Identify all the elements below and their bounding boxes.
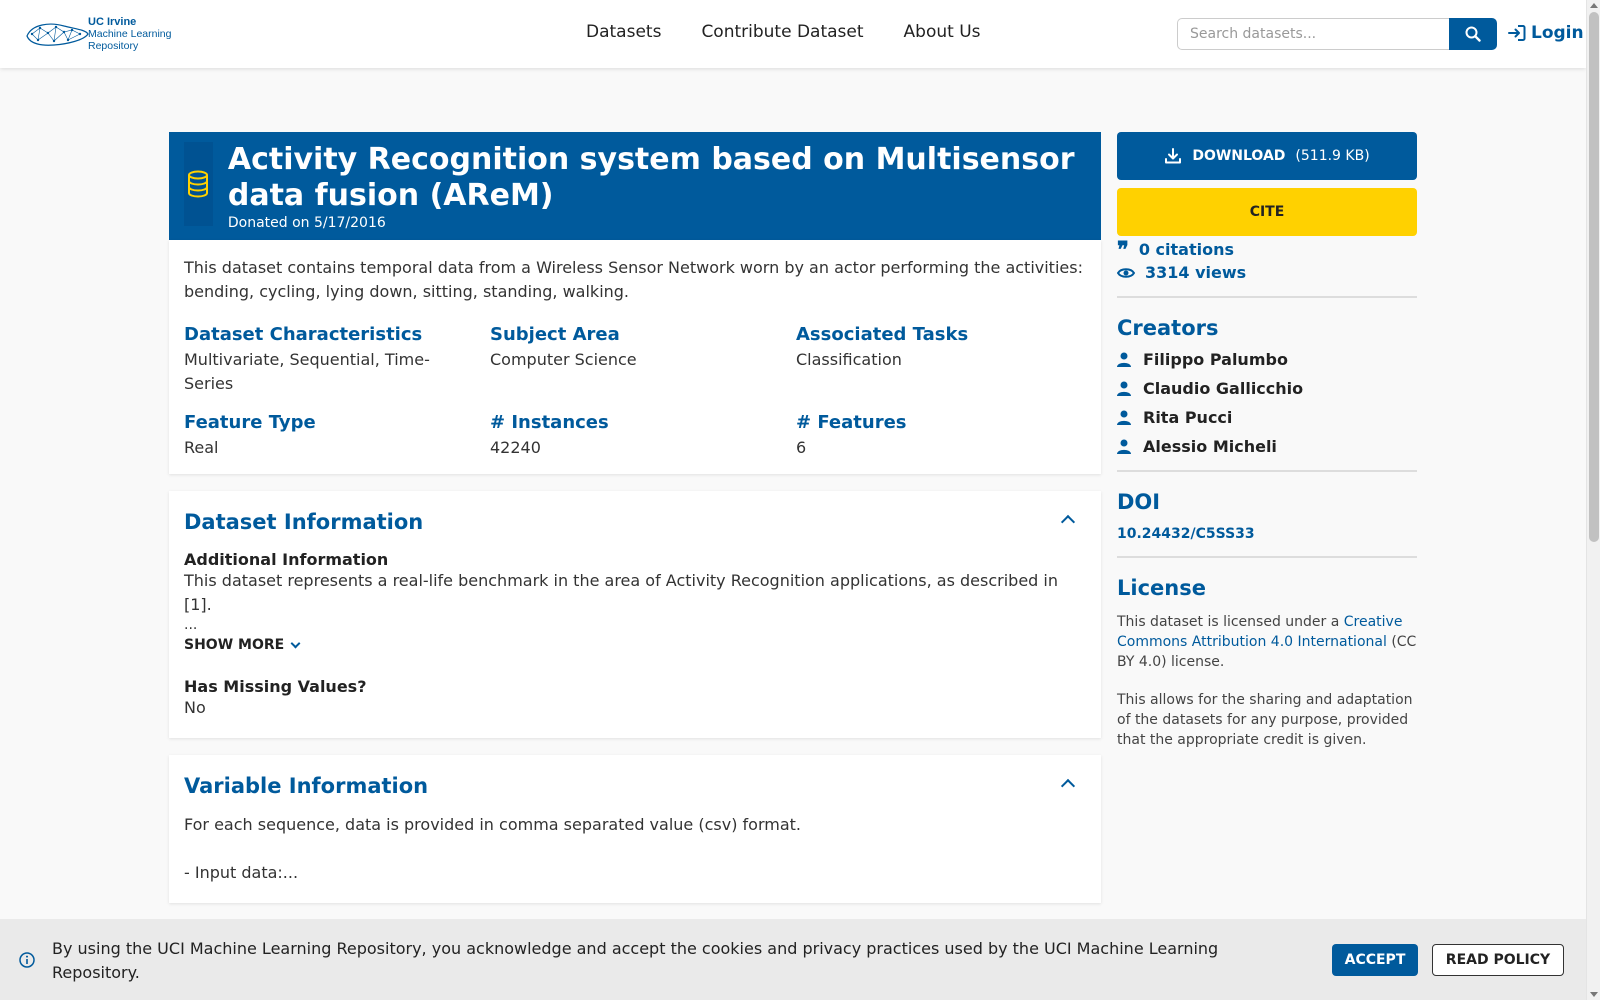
- characteristic-subject-area: [490, 324, 796, 396]
- creator-item: [1117, 437, 1417, 456]
- characteristic-label: # Instances: [490, 412, 609, 433]
- license-note: This allows for the sharing and adaptation of the datasets for any purpose, provided that the appropriate credit is given.: [1117, 692, 1413, 748]
- read-policy-button[interactable]: READ POLICY: [1432, 944, 1564, 976]
- login-label: Login: [1531, 23, 1584, 43]
- search-bar: [1177, 18, 1497, 50]
- license-post: (CC BY 4.0) license.: [1117, 634, 1417, 670]
- person-icon: [1117, 410, 1131, 425]
- characteristic-label: # Features: [796, 412, 907, 433]
- logo-text: [88, 16, 171, 52]
- additional-information-heading: Additional Information: [184, 550, 389, 569]
- section-heading: Dataset Information: [184, 510, 424, 534]
- truncation-ellipsis: ...: [184, 617, 198, 633]
- characteristic-value: 6: [796, 438, 807, 457]
- characteristic-value: Classification: [796, 350, 902, 369]
- logo-line-3: Repository: [88, 40, 139, 52]
- dataset-summary-card: [169, 240, 1101, 474]
- characteristic-label: Dataset Characteristics: [184, 324, 423, 345]
- doi-heading: DOI: [1117, 490, 1161, 514]
- characteristic-dataset-characteristics: [184, 324, 490, 396]
- citations-link[interactable]: [1117, 236, 1417, 263]
- characteristic-label: Associated Tasks: [796, 324, 969, 345]
- variable-information-section: [169, 755, 1101, 903]
- person-icon: [1117, 352, 1131, 367]
- characteristic-value: Real: [184, 438, 219, 457]
- info-icon: [19, 952, 35, 968]
- creator-item: [1117, 350, 1417, 369]
- license-text: [1117, 612, 1417, 672]
- download-icon: [1164, 147, 1182, 165]
- creator-name: Filippo Palumbo: [1143, 350, 1288, 369]
- views-count: 3314 views: [1145, 263, 1247, 282]
- missing-values-value: No: [184, 698, 206, 717]
- divider: [1117, 470, 1417, 472]
- creator-item: [1117, 408, 1417, 427]
- login-icon: [1507, 23, 1527, 43]
- creators-heading: Creators: [1117, 316, 1219, 340]
- characteristics-grid: [184, 324, 1086, 460]
- creator-name: Alessio Micheli: [1143, 437, 1277, 456]
- license-link[interactable]: Creative Commons Attribution 4.0 International: [1117, 614, 1403, 650]
- characteristic-associated-tasks: [796, 324, 1086, 396]
- search-input[interactable]: [1177, 18, 1449, 50]
- logo-line-2: Machine Learning: [88, 28, 172, 40]
- show-more-label: SHOW MORE: [184, 637, 285, 653]
- characteristic-feature-type: [184, 412, 490, 460]
- creator-item: [1117, 379, 1417, 398]
- cookie-text: By using the UCI Machine Learning Repository, you acknowledge and accept the cookies and privacy practices used by the UCI Machine Learning Repository.: [52, 939, 1219, 982]
- uci-logo[interactable]: [24, 14, 184, 54]
- dataset-main: [169, 132, 1101, 903]
- missing-values-heading: Has Missing Values?: [184, 677, 367, 696]
- quote-icon: ❞: [1117, 236, 1129, 263]
- download-size: (511.9 KB): [1295, 148, 1370, 164]
- person-icon: [1117, 381, 1131, 396]
- creator-name: Claudio Gallicchio: [1143, 379, 1304, 398]
- accept-button[interactable]: ACCEPT: [1332, 944, 1418, 976]
- divider: [1117, 556, 1417, 558]
- scroll-down-arrow-icon[interactable]: [1590, 992, 1598, 997]
- scrollbar-thumb[interactable]: [1589, 12, 1599, 542]
- characteristic-value: 42240: [490, 438, 541, 457]
- characteristic-features: [796, 412, 1086, 460]
- section-heading: Variable Information: [184, 774, 429, 798]
- additional-information-text: This dataset represents a real-life benchmark in the area of Activity Recognition applications, as described in [1].: [184, 571, 1058, 614]
- dataset-sidebar: [1117, 132, 1417, 750]
- donated-date: Donated on 5/17/2016: [227, 215, 386, 231]
- search-button[interactable]: [1449, 18, 1497, 50]
- logo-line-1: UC Irvine: [88, 16, 137, 28]
- network-logo-icon: [24, 18, 90, 50]
- dataset-title: Activity Recognition system based on Multisensor data fusion (AReM): [227, 142, 1075, 213]
- nav-contribute-dataset[interactable]: Contribute Dataset: [701, 22, 864, 42]
- chevron-down-icon: [291, 638, 301, 648]
- cite-button[interactable]: CITE: [1117, 188, 1417, 236]
- search-icon: [1465, 26, 1481, 42]
- dataset-summary: This dataset contains temporal data from a Wireless Sensor Network worn by an actor performing the activities: bending, cycling, lying down, sitting, standing, walking.: [184, 258, 1083, 301]
- scroll-up-arrow-icon[interactable]: [1590, 3, 1598, 8]
- dataset-information-section: [169, 491, 1101, 738]
- license-heading: License: [1117, 576, 1206, 600]
- citations-count: 0 citations: [1138, 240, 1234, 259]
- show-more-button[interactable]: [184, 637, 1086, 653]
- dataset-header: [169, 132, 1101, 240]
- views-stat: [1117, 263, 1417, 282]
- characteristic-value: Multivariate, Sequential, Time-Series: [184, 350, 430, 393]
- variable-information-text: For each sequence, data is provided in comma separated value (csv) format.: [184, 815, 801, 834]
- variable-information-input: - Input data:...: [184, 863, 299, 882]
- eye-icon: [1117, 267, 1135, 279]
- download-button[interactable]: [1117, 132, 1417, 180]
- creator-name: Rita Pucci: [1143, 408, 1233, 427]
- characteristic-instances: [490, 412, 796, 460]
- download-label: DOWNLOAD: [1192, 148, 1286, 164]
- cookie-banner: [0, 919, 1586, 1000]
- characteristic-label: Feature Type: [184, 412, 316, 433]
- divider: [1117, 296, 1417, 298]
- license-pre: This dataset is licensed under a: [1117, 614, 1340, 630]
- page-scrollbar[interactable]: [1586, 0, 1600, 1000]
- nav-about-us[interactable]: About Us: [903, 22, 981, 42]
- top-navbar: [0, 0, 1586, 68]
- person-icon: [1117, 439, 1131, 454]
- login-button[interactable]: [1507, 23, 1584, 43]
- characteristic-value: Computer Science: [490, 350, 637, 369]
- nav-datasets[interactable]: Datasets: [586, 22, 662, 42]
- main-nav: [586, 22, 981, 42]
- doi-link[interactable]: 10.24432/C5SS33: [1117, 526, 1255, 542]
- characteristic-label: Subject Area: [490, 324, 620, 345]
- database-icon: [184, 142, 213, 226]
